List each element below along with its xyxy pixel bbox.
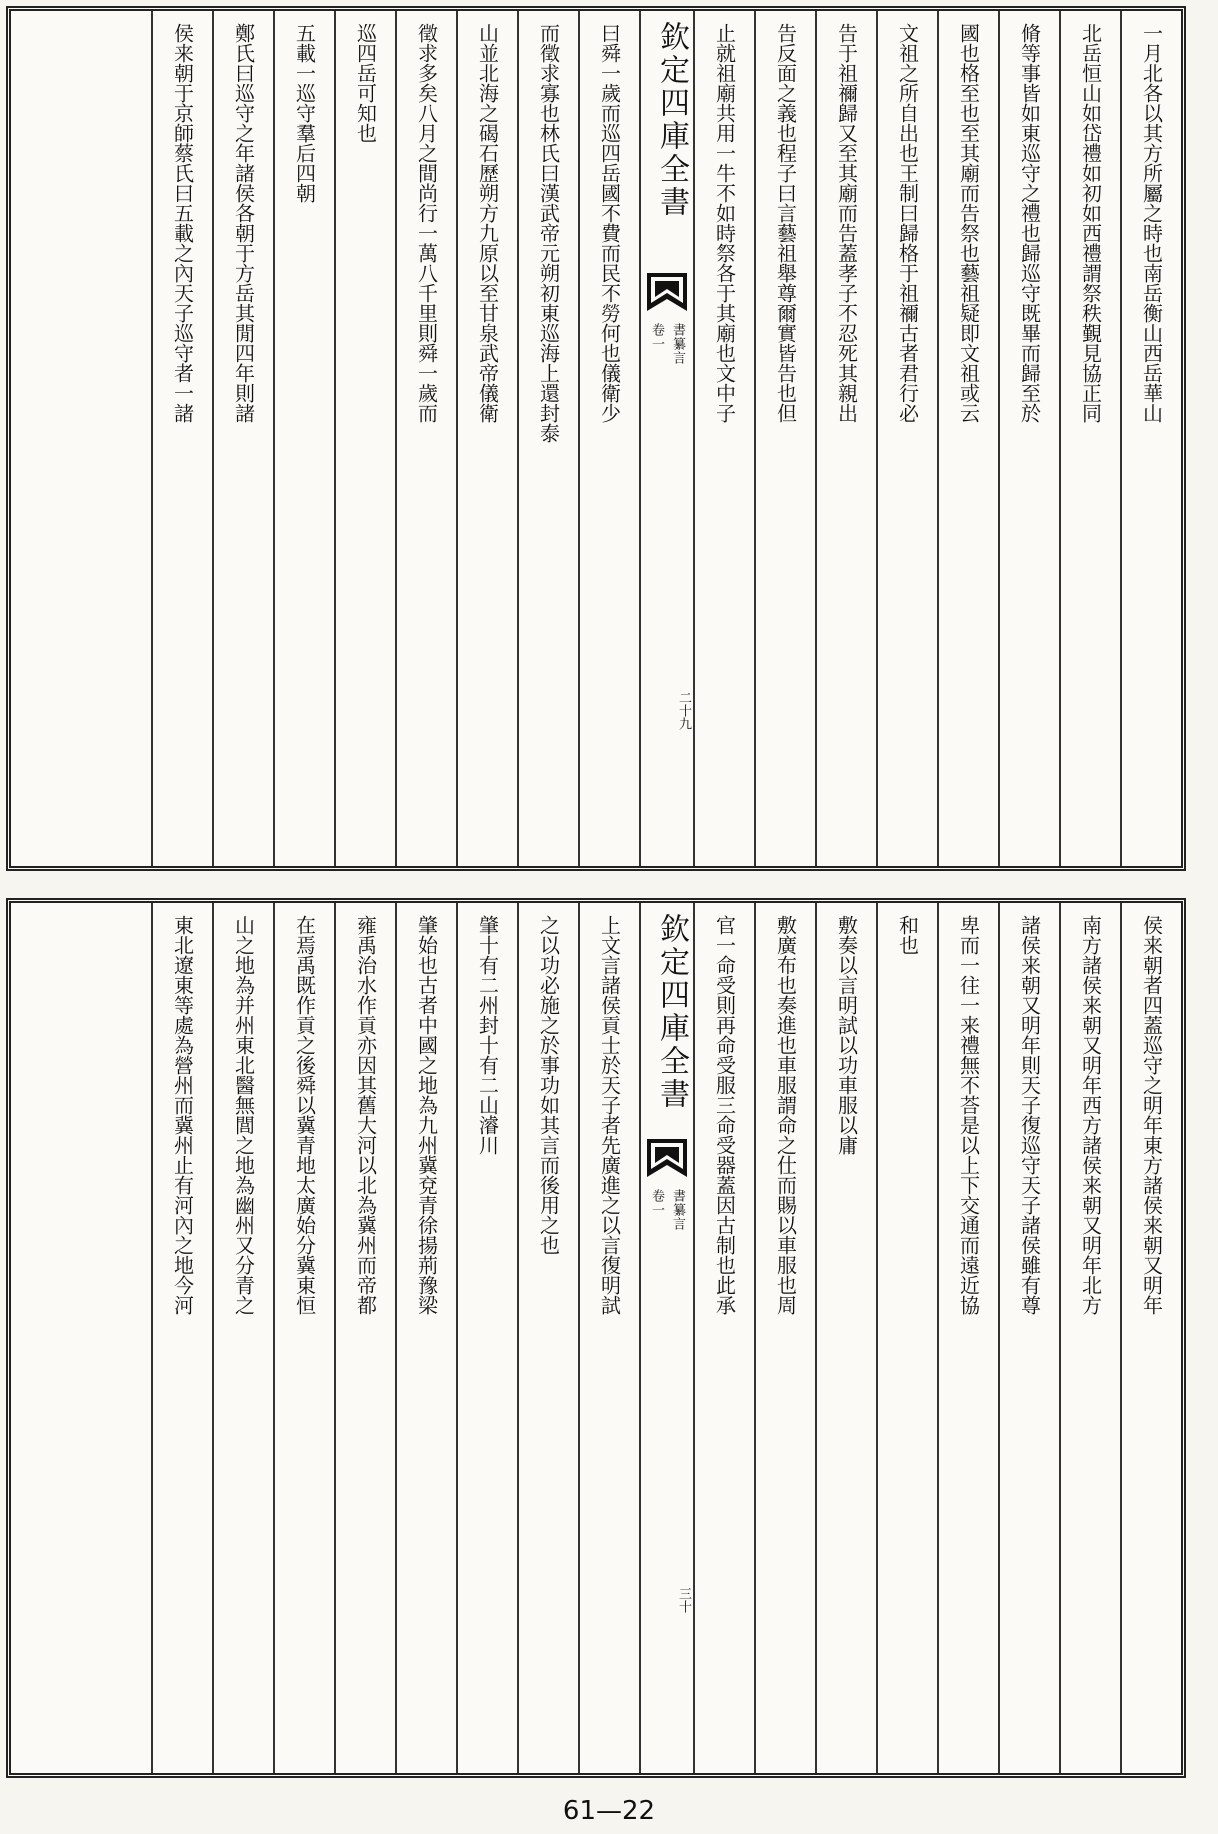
volume-name: 卷一 (649, 323, 664, 351)
fish-tail-mark-icon (647, 273, 687, 321)
column-text: 北岳恒山如岱禮如初如西禮謂祭秩覲見協正同 (1078, 23, 1103, 423)
column-text: 鄭氏曰巡守之年諸侯各朝于方岳其閒四年則諸 (231, 23, 256, 423)
column-text: 侯来朝于京師蔡氏曰五載之內天子巡守者一諸 (170, 23, 195, 423)
text-column (754, 903, 815, 1773)
text-column (1059, 11, 1120, 866)
text-column (937, 11, 998, 866)
column-text: 諸侯来朝又明年則天子復巡守天子諸侯雖有尊 (1017, 915, 1042, 1315)
column-text: 和也 (895, 915, 920, 955)
column-text: 告反面之義也程子曰言藝祖舉尊爾實皆告也但 (773, 23, 798, 423)
page-number: 61—22 (562, 1796, 656, 1826)
text-column (334, 903, 395, 1773)
text-column (151, 11, 212, 866)
column-text: 山之地為并州東北醫無閭之地為幽州又分青之 (231, 915, 256, 1315)
column-text: 雍禹治水作貢亦因其舊大河以北為冀州而帝都 (353, 915, 378, 1315)
text-column (456, 11, 517, 866)
text-column (876, 11, 937, 866)
text-column (998, 11, 1059, 866)
page-upper (6, 6, 1186, 871)
column-text: 上文言諸侯貢士於天子者先廣進之以言復明試 (597, 915, 622, 1315)
column-text: 之以功必施之於事功如其言而後用之也 (536, 915, 561, 1255)
text-column (151, 903, 212, 1773)
column-text: 在焉禹既作貢之後舜以冀青地太廣始分冀東恒 (292, 915, 317, 1315)
columns-lower (11, 903, 1181, 1773)
text-column (517, 11, 578, 866)
column-text: 告于祖禰歸又至其廟而告蓋孝子不忍死其親出 (834, 23, 859, 423)
fish-tail-mark-icon (647, 1139, 687, 1187)
text-column (815, 903, 876, 1773)
center-subtitle (641, 1189, 693, 1231)
text-column (937, 903, 998, 1773)
center-margin (639, 11, 693, 866)
folio-number: 三十 (676, 1587, 691, 1613)
center-title: 欽定四庫全書 (654, 913, 689, 1111)
text-column (578, 11, 639, 866)
column-text: 東北遼東等處為營州而冀州止有河內之地今河 (170, 915, 195, 1315)
column-text: 曰舜一歲而巡四岳國不費而民不勞何也儀衛少 (597, 23, 622, 423)
column-text: 一月北各以其方所屬之時也南岳衡山西岳華山 (1139, 23, 1164, 423)
text-column (1120, 11, 1181, 866)
text-column (395, 11, 456, 866)
center-subtitle (641, 323, 693, 365)
text-column (212, 11, 273, 866)
column-text: 官一命受則再命受服三命受器蓋因古制也此承 (712, 915, 737, 1315)
folio-number: 二十九 (676, 691, 691, 730)
book-name: 書纂言 (670, 1189, 685, 1231)
text-column (517, 903, 578, 1773)
column-text: 山並北海之碣石歷朔方九原以至甘泉武帝儀衛 (475, 23, 500, 423)
center-margin (639, 903, 693, 1773)
text-column (876, 903, 937, 1773)
text-column (395, 903, 456, 1773)
column-text: 脩等事皆如東巡守之禮也歸巡守既畢而歸至於 (1017, 23, 1042, 423)
volume-name: 卷一 (649, 1189, 664, 1217)
column-text: 止就祖廟共用一牛不如時祭各于其廟也文中子 (712, 23, 737, 423)
column-text: 徵求多矣八月之間尚行一萬八千里則舜一歲而 (414, 23, 439, 423)
text-column (273, 903, 334, 1773)
text-column (1059, 903, 1120, 1773)
column-text: 侯来朝者四蓋巡守之明年東方諸侯来朝又明年 (1139, 915, 1164, 1315)
text-column (578, 903, 639, 1773)
text-column (815, 11, 876, 866)
column-text: 肇始也古者中國之地為九州冀兗青徐揚荊豫梁 (414, 915, 439, 1315)
text-column (693, 903, 754, 1773)
text-column (693, 11, 754, 866)
column-text: 敷廣布也奏進也車服謂命之仕而賜以車服也周 (773, 915, 798, 1315)
column-text: 國也格至也至其廟而告祭也藝祖疑即文祖或云 (956, 23, 981, 423)
book-name: 書纂言 (670, 323, 685, 365)
text-column (456, 903, 517, 1773)
columns-upper (11, 11, 1181, 866)
center-title: 欽定四庫全書 (654, 21, 689, 219)
column-text: 五載一巡守羣后四朝 (292, 23, 317, 203)
column-text: 肇十有二州封十有二山濬川 (475, 915, 500, 1155)
column-text: 文祖之所自出也王制曰歸格于祖禰古者君行必 (895, 23, 920, 423)
text-column (334, 11, 395, 866)
column-text: 而徵求寡也林氏曰漢武帝元朔初東巡海上還封泰 (536, 23, 561, 443)
text-column (273, 11, 334, 866)
column-text: 敷奏以言明試以功車服以庸 (834, 915, 859, 1155)
text-column (754, 11, 815, 866)
text-column (998, 903, 1059, 1773)
column-text: 巡四岳可知也 (353, 23, 378, 143)
text-column (1120, 903, 1181, 1773)
text-column (212, 903, 273, 1773)
column-text: 卑而一往一来禮無不荅是以上下交通而遠近協 (956, 915, 981, 1315)
page-lower (6, 898, 1186, 1778)
column-text: 南方諸侯来朝又明年西方諸侯来朝又明年北方 (1078, 915, 1103, 1315)
